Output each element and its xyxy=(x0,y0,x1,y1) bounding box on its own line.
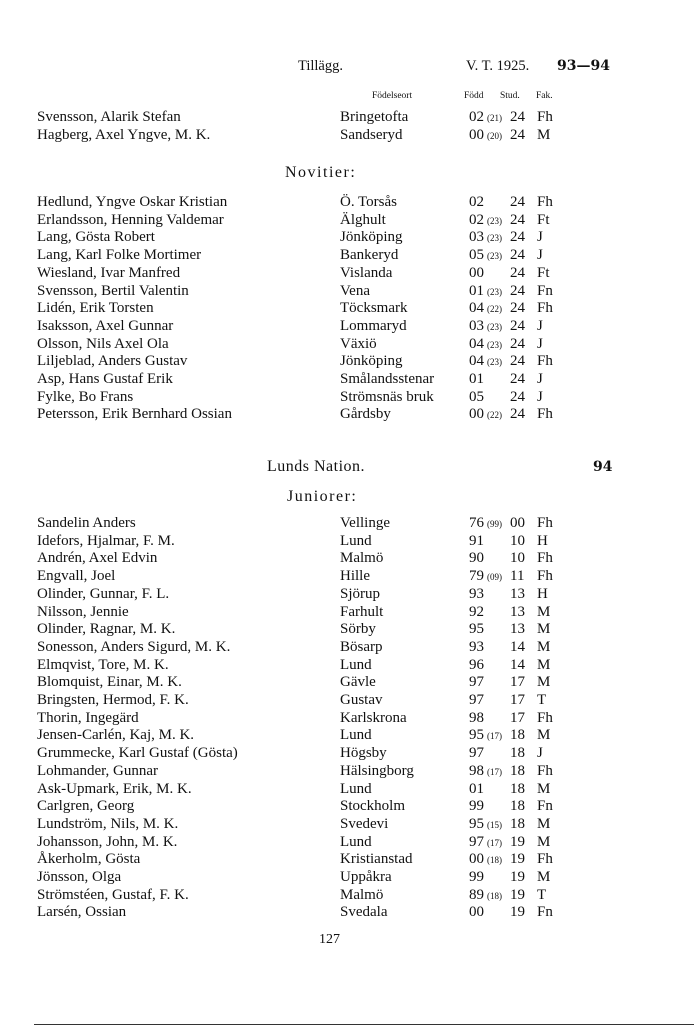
enrol-year: 24 xyxy=(510,264,525,281)
birthplace: Bankeryd xyxy=(340,247,399,264)
running-head-right: V. T. 1925. xyxy=(466,58,530,74)
faculty: J xyxy=(537,745,543,762)
birthplace: Ö. Torsås xyxy=(340,194,398,210)
birth-year: 04 xyxy=(469,300,484,317)
birth-year: 93 xyxy=(469,638,484,655)
prior-year: (23) xyxy=(487,251,502,262)
table-row xyxy=(0,603,696,621)
table-row xyxy=(0,282,696,300)
enrol-year: 19 xyxy=(510,851,525,868)
prior-year: (22) xyxy=(487,410,502,421)
student-name: Liljeblad, Anders Gustav xyxy=(37,353,188,370)
enrol-year: 18 xyxy=(510,815,525,832)
table-row xyxy=(0,780,696,798)
student-name: Lang, Karl Folke Mortimer xyxy=(37,247,202,264)
table-row xyxy=(0,886,696,904)
birth-year: 01 xyxy=(469,780,484,797)
student-name: Andrén, Axel Edvin xyxy=(37,550,158,567)
table-row xyxy=(0,709,696,727)
student-name: Hedlund, Yngve Oskar Kristian xyxy=(37,194,228,210)
birth-year: 98 xyxy=(469,709,484,726)
student-name: Svensson, Bertil Valentin xyxy=(37,282,189,299)
nation-number: 94 xyxy=(593,459,613,475)
birthplace: Hälsingborg xyxy=(340,762,414,779)
faculty: M xyxy=(537,674,551,691)
birth-year: 97 xyxy=(469,745,484,762)
birth-year: 96 xyxy=(469,656,484,673)
enrol-year: 18 xyxy=(510,780,525,797)
table-row xyxy=(0,108,696,126)
birth-year: 79 xyxy=(469,568,484,585)
birthplace: Jönköping xyxy=(340,353,403,370)
table-row xyxy=(0,797,696,815)
birth-year: 99 xyxy=(469,869,484,885)
student-name: Olinder, Gunnar, F. L. xyxy=(37,585,170,602)
birth-year: 00 xyxy=(469,126,484,143)
birth-year: 01 xyxy=(469,282,484,299)
faculty: T xyxy=(537,692,547,708)
birthplace: Bösarp xyxy=(340,638,383,655)
student-name: Johansson, John, M. K. xyxy=(37,833,178,850)
student-name: Lang, Gösta Robert xyxy=(37,229,155,246)
birthplace: Lund xyxy=(340,532,372,549)
table-row xyxy=(0,193,696,211)
birthplace: Farhult xyxy=(340,603,384,620)
prior-year: (23) xyxy=(487,357,502,368)
table-row xyxy=(0,868,696,886)
table-row xyxy=(0,691,696,709)
faculty: M xyxy=(537,638,551,655)
table-row xyxy=(0,514,696,532)
student-name: Lundström, Nils, M. K. xyxy=(37,815,179,832)
birth-year: 01 xyxy=(469,371,484,387)
birth-year: 04 xyxy=(469,353,484,370)
student-name: Asp, Hans Gustaf Erik xyxy=(37,371,173,387)
table-row xyxy=(0,815,696,833)
faculty: H xyxy=(537,585,548,602)
faculty: J xyxy=(537,335,543,352)
prior-year: (23) xyxy=(487,215,502,226)
col-header-studied: Stud. xyxy=(500,91,520,101)
enrol-year: 18 xyxy=(510,798,525,815)
prior-year: (18) xyxy=(487,890,502,901)
prior-year: (99) xyxy=(487,519,502,529)
faculty: Ft xyxy=(537,211,550,228)
enrol-year: 14 xyxy=(510,638,525,655)
table-row xyxy=(0,656,696,674)
faculty: M xyxy=(537,869,551,885)
faculty: M xyxy=(537,727,551,744)
birthplace: Högsby xyxy=(340,745,387,762)
birth-year: 93 xyxy=(469,585,484,602)
enrol-year: 00 xyxy=(510,515,525,531)
enrol-year: 19 xyxy=(510,904,525,921)
prior-year: (23) xyxy=(487,233,502,244)
enrol-year: 17 xyxy=(510,674,525,691)
enrol-year: 17 xyxy=(510,709,525,726)
birth-year: 00 xyxy=(469,264,484,281)
running-head-left: Tillägg. xyxy=(298,58,343,74)
table-row xyxy=(0,246,696,264)
student-name: Wiesland, Ivar Manfred xyxy=(37,264,181,281)
birth-year: 97 xyxy=(469,692,484,708)
birthplace: Kristianstad xyxy=(340,851,413,868)
birthplace: Sörby xyxy=(340,621,376,638)
enrol-year: 24 xyxy=(510,229,525,246)
student-name: Elmqvist, Tore, M. K. xyxy=(37,656,169,673)
novitier-heading: Novitier: xyxy=(285,164,357,181)
faculty: Fh xyxy=(537,300,553,317)
table-row xyxy=(0,744,696,762)
bottom-rule xyxy=(34,1024,694,1025)
faculty: Fh xyxy=(537,762,553,779)
student-name: Nilsson, Jennie xyxy=(37,603,129,620)
birthplace: Uppåkra xyxy=(340,869,392,885)
student-name: Grummecke, Karl Gustaf (Gösta) xyxy=(37,745,238,762)
student-name: Ask-Upmark, Erik, M. K. xyxy=(37,780,192,797)
enrol-year: 24 xyxy=(510,353,525,370)
prior-year: (23) xyxy=(487,339,502,350)
student-name: Bringsten, Hermod, F. K. xyxy=(37,692,189,708)
birthplace: Strömsnäs bruk xyxy=(340,388,434,405)
birth-year: 00 xyxy=(469,851,484,868)
table-row xyxy=(0,405,696,423)
enrol-year: 24 xyxy=(510,247,525,264)
faculty: Fh xyxy=(537,550,553,567)
enrol-year: 13 xyxy=(510,585,525,602)
student-name: Sonesson, Anders Sigurd, M. K. xyxy=(37,638,231,655)
prior-year: (22) xyxy=(487,304,502,315)
birthplace: Smålandsstenar xyxy=(340,371,435,387)
enrol-year: 24 xyxy=(510,335,525,352)
faculty: M xyxy=(537,815,551,832)
enrol-year: 10 xyxy=(510,532,525,549)
enrol-year: 24 xyxy=(510,211,525,228)
prior-year: (21) xyxy=(487,113,502,123)
page-number: 127 xyxy=(319,932,340,947)
prior-year: (23) xyxy=(487,321,502,332)
faculty: M xyxy=(537,621,551,638)
student-name: Svensson, Alarik Stefan xyxy=(37,109,181,125)
birthplace: Lund xyxy=(340,833,372,850)
birthplace: Gårdsby xyxy=(340,406,391,423)
faculty: Fn xyxy=(537,282,553,299)
birthplace: Gävle xyxy=(340,674,376,691)
faculty: Fh xyxy=(537,709,553,726)
table-row xyxy=(0,620,696,638)
enrol-year: 19 xyxy=(510,833,525,850)
birth-year: 97 xyxy=(469,674,484,691)
faculty: Ft xyxy=(537,264,550,281)
student-name: Strömstéen, Gustaf, F. K. xyxy=(37,886,189,903)
table-row xyxy=(0,264,696,282)
birth-year: 97 xyxy=(469,833,484,850)
prior-year: (15) xyxy=(487,819,502,830)
faculty: Fh xyxy=(537,851,553,868)
faculty: Fn xyxy=(537,904,553,921)
enrol-year: 17 xyxy=(510,692,525,708)
table-row xyxy=(0,370,696,388)
enrol-year: 24 xyxy=(510,317,525,334)
birthplace: Sjörup xyxy=(340,585,381,602)
birthplace: Växiö xyxy=(340,335,377,352)
student-name: Larsén, Ossian xyxy=(37,904,127,921)
prior-year: (17) xyxy=(487,837,502,848)
birthplace: Sandseryd xyxy=(340,126,403,143)
enrol-year: 24 xyxy=(510,300,525,317)
birth-year: 02 xyxy=(469,109,484,125)
faculty: Fh xyxy=(537,406,553,423)
student-name: Thorin, Ingegärd xyxy=(37,709,139,726)
faculty: J xyxy=(537,247,543,264)
faculty: Fh xyxy=(537,568,553,585)
enrol-year: 14 xyxy=(510,656,525,673)
student-name: Blomquist, Einar, M. K. xyxy=(37,674,182,691)
birthplace: Töcksmark xyxy=(340,300,408,317)
birth-year: 91 xyxy=(469,532,484,549)
table-row xyxy=(0,532,696,550)
birthplace: Lommaryd xyxy=(340,317,407,334)
student-name: Engvall, Joel xyxy=(37,568,116,585)
enrol-year: 24 xyxy=(510,388,525,405)
prior-year: (18) xyxy=(487,855,502,866)
faculty: M xyxy=(537,780,551,797)
table-row xyxy=(0,211,696,229)
birthplace: Vellinge xyxy=(340,515,390,531)
birth-year: 90 xyxy=(469,550,484,567)
birthplace: Lund xyxy=(340,656,372,673)
col-header-birthplace: Födelseort xyxy=(372,91,413,101)
table-row xyxy=(0,335,696,353)
faculty: M xyxy=(537,603,551,620)
faculty: T xyxy=(537,886,547,903)
table-row xyxy=(0,317,696,335)
table-row xyxy=(0,352,696,370)
student-name: Lidén, Erik Torsten xyxy=(37,300,154,317)
table-row xyxy=(0,726,696,744)
birthplace: Gustav xyxy=(340,692,383,708)
birthplace: Vena xyxy=(340,282,370,299)
faculty: H xyxy=(537,532,548,549)
student-name: Petersson, Erik Bernhard Ossian xyxy=(37,406,232,423)
faculty: Fh xyxy=(537,109,553,125)
student-name: Carlgren, Georg xyxy=(37,798,135,815)
prior-year: (23) xyxy=(487,286,502,297)
student-name: Erlandsson, Henning Valdemar xyxy=(37,211,224,228)
birth-year: 92 xyxy=(469,603,484,620)
birthplace: Malmö xyxy=(340,886,384,903)
prior-year: (20) xyxy=(487,130,502,141)
faculty: Fh xyxy=(537,194,553,210)
prior-year: (17) xyxy=(487,731,502,742)
birthplace: Bringetofta xyxy=(340,109,409,125)
birth-year: 00 xyxy=(469,406,484,423)
faculty: M xyxy=(537,126,551,143)
prior-year: (17) xyxy=(487,766,502,777)
birth-year: 89 xyxy=(469,886,484,903)
birthplace: Älghult xyxy=(340,211,386,228)
enrol-year: 24 xyxy=(510,371,525,387)
birth-year: 98 xyxy=(469,762,484,779)
birthplace: Malmö xyxy=(340,550,384,567)
birthplace: Stockholm xyxy=(340,798,406,815)
enrol-year: 18 xyxy=(510,762,525,779)
enrol-year: 10 xyxy=(510,550,525,567)
table-row xyxy=(0,585,696,603)
table-row xyxy=(0,228,696,246)
birth-year: 03 xyxy=(469,229,484,246)
student-name: Jönsson, Olga xyxy=(37,869,122,885)
enrol-year: 24 xyxy=(510,109,525,125)
enrol-year: 13 xyxy=(510,621,525,638)
col-header-born: Född xyxy=(464,91,484,101)
faculty: M xyxy=(537,833,551,850)
juniorer-heading: Juniorer: xyxy=(287,488,358,505)
col-header-faculty: Fak. xyxy=(536,91,553,101)
birth-year: 95 xyxy=(469,815,484,832)
table-row xyxy=(0,850,696,868)
page-range: 93—94 xyxy=(557,58,610,74)
birth-year: 76 xyxy=(469,515,484,531)
faculty: Fn xyxy=(537,798,553,815)
enrol-year: 19 xyxy=(510,886,525,903)
enrol-year: 19 xyxy=(510,869,525,885)
faculty: J xyxy=(537,371,543,387)
student-name: Hagberg, Axel Yngve, M. K. xyxy=(37,126,211,143)
table-row xyxy=(0,833,696,851)
student-name: Idefors, Hjalmar, F. M. xyxy=(37,532,175,549)
faculty: Fh xyxy=(537,515,553,531)
birthplace: Hille xyxy=(340,568,370,585)
birth-year: 02 xyxy=(469,211,484,228)
table-row xyxy=(0,903,696,921)
enrol-year: 24 xyxy=(510,194,525,210)
birth-year: 95 xyxy=(469,621,484,638)
faculty: J xyxy=(537,229,543,246)
table-row xyxy=(0,638,696,656)
birthplace: Vislanda xyxy=(340,264,393,281)
enrol-year: 11 xyxy=(510,568,525,585)
birthplace: Lund xyxy=(340,780,372,797)
birth-year: 04 xyxy=(469,335,484,352)
table-row xyxy=(0,388,696,406)
student-name: Jensen-Carlén, Kaj, M. K. xyxy=(37,727,195,744)
student-name: Isaksson, Axel Gunnar xyxy=(37,317,174,334)
birthplace: Jönköping xyxy=(340,229,403,246)
table-row xyxy=(0,126,696,144)
student-name: Åkerholm, Gösta xyxy=(37,851,141,868)
birth-year: 05 xyxy=(469,388,484,405)
nation-title: Lunds Nation. xyxy=(267,458,366,475)
student-name: Fylke, Bo Frans xyxy=(37,388,134,405)
birthplace: Svedevi xyxy=(340,815,389,832)
student-name: Olsson, Nils Axel Ola xyxy=(37,335,169,352)
faculty: J xyxy=(537,317,543,334)
student-name: Olinder, Ragnar, M. K. xyxy=(37,621,176,638)
birthplace: Svedala xyxy=(340,904,388,921)
table-row xyxy=(0,673,696,691)
faculty: J xyxy=(537,388,543,405)
birth-year: 02 xyxy=(469,194,484,210)
student-name: Sandelin Anders xyxy=(37,515,136,531)
enrol-year: 18 xyxy=(510,727,525,744)
student-name: Lohmander, Gunnar xyxy=(37,762,159,779)
faculty: M xyxy=(537,656,551,673)
birth-year: 00 xyxy=(469,904,484,921)
birth-year: 05 xyxy=(469,247,484,264)
birth-year: 03 xyxy=(469,317,484,334)
enrol-year: 24 xyxy=(510,126,525,143)
table-row xyxy=(0,567,696,585)
table-row xyxy=(0,762,696,780)
birth-year: 99 xyxy=(469,798,484,815)
enrol-year: 18 xyxy=(510,745,525,762)
enrol-year: 24 xyxy=(510,406,525,423)
birthplace: Lund xyxy=(340,727,372,744)
table-row xyxy=(0,299,696,317)
enrol-year: 24 xyxy=(510,282,525,299)
enrol-year: 13 xyxy=(510,603,525,620)
table-row xyxy=(0,549,696,567)
birthplace: Karlskrona xyxy=(340,709,407,726)
prior-year: (09) xyxy=(487,572,502,583)
birth-year: 95 xyxy=(469,727,484,744)
faculty: Fh xyxy=(537,353,553,370)
